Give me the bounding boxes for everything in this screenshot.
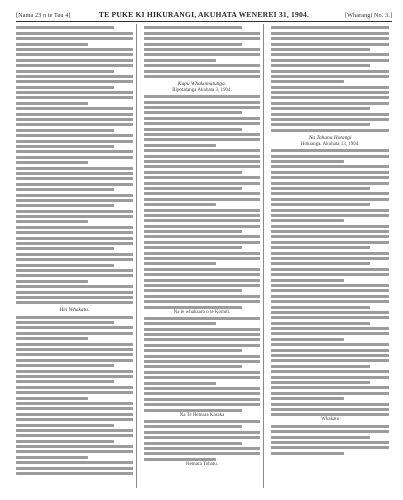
text-line (144, 187, 242, 190)
text-line (271, 230, 389, 233)
text-line (271, 32, 389, 35)
text-line (144, 295, 261, 298)
text-line (144, 64, 261, 67)
text-line (271, 365, 370, 368)
text-line (271, 209, 389, 212)
text-line (271, 359, 389, 362)
text-line (271, 386, 389, 389)
text-line (271, 262, 370, 265)
text-line (144, 365, 242, 368)
newspaper-title: TE PUKE KI HIKURANGI, AKUHATA WENEREI 31, 1904. (98, 10, 310, 19)
text-line (16, 258, 133, 261)
text-line (16, 118, 133, 121)
text-line (16, 269, 133, 272)
text-line (144, 333, 261, 336)
text-line (16, 59, 133, 62)
text-line (16, 226, 133, 229)
text-line (144, 192, 261, 195)
text-line (16, 326, 133, 329)
text-line (144, 70, 261, 73)
text-line (144, 111, 242, 114)
text-line (16, 194, 133, 197)
text-line (16, 113, 133, 116)
text-line (271, 123, 370, 126)
text-line (16, 37, 133, 40)
text-line (271, 64, 370, 67)
text-line (271, 268, 389, 271)
newspaper-page (16, 10, 392, 488)
section-heading: Na Tahuna Hotangi (308, 134, 352, 141)
text-line (16, 274, 133, 277)
text-line (271, 376, 389, 379)
text-line (144, 37, 261, 40)
text-line (144, 420, 261, 423)
text-line (271, 59, 389, 62)
text-line (271, 343, 389, 346)
text-line (144, 209, 261, 212)
text-line (16, 450, 133, 453)
text-line (271, 48, 370, 51)
masthead-rule (16, 21, 392, 22)
text-line (271, 370, 389, 373)
text-line (271, 241, 389, 244)
text-line (271, 96, 389, 99)
text-line (144, 317, 261, 320)
text-line (144, 442, 242, 445)
text-line (16, 129, 114, 132)
text-line (144, 306, 242, 309)
text-line (271, 381, 370, 384)
closing-name: Hemara Tohatu. (185, 461, 219, 467)
text-line (271, 300, 389, 303)
text-line (16, 80, 133, 83)
text-line (16, 102, 88, 105)
column-1 (16, 24, 137, 488)
text-line (144, 257, 261, 260)
text-line (16, 167, 133, 170)
text-line (271, 26, 389, 29)
text-line (144, 219, 261, 222)
text-line (271, 86, 389, 89)
text-line (144, 165, 261, 168)
text-line (271, 214, 389, 217)
text-line (16, 150, 133, 153)
text-line (16, 140, 133, 143)
text-line (144, 284, 261, 287)
text-line (144, 349, 242, 352)
text-line (144, 182, 261, 185)
text-line (271, 203, 370, 206)
text-line (271, 289, 389, 292)
text-line (144, 75, 261, 78)
text-line (16, 296, 133, 299)
text-line (271, 295, 389, 298)
text-line (271, 198, 389, 201)
text-line (16, 321, 114, 324)
text-line (144, 246, 242, 249)
text-line (16, 199, 133, 202)
text-line (271, 279, 344, 282)
text-line (144, 338, 261, 341)
text-line (144, 322, 216, 325)
text-line (16, 91, 133, 94)
text-line (271, 338, 344, 341)
text-line (144, 138, 261, 141)
text-line (16, 220, 88, 223)
text-line (271, 306, 370, 309)
text-line (144, 371, 261, 374)
text-line (271, 219, 344, 222)
text-line (16, 177, 133, 180)
text-line (144, 198, 261, 201)
text-line (144, 128, 242, 131)
text-line (16, 107, 133, 110)
text-line (16, 64, 133, 67)
closing-name: Whakatu (321, 417, 340, 423)
text-line (271, 349, 389, 352)
text-line (16, 264, 114, 267)
text-line (144, 436, 261, 439)
text-line (271, 392, 389, 395)
text-line (16, 75, 133, 78)
text-line (144, 447, 261, 450)
text-line (16, 280, 88, 283)
text-line (16, 467, 133, 470)
text-line (271, 53, 389, 56)
text-line (271, 107, 370, 110)
text-line (16, 375, 133, 378)
text-line (144, 262, 216, 265)
text-line (16, 402, 133, 405)
text-line (144, 398, 261, 401)
text-line (144, 230, 242, 233)
page-number: [Wharangi No. 3.] (344, 12, 392, 19)
text-line (271, 113, 389, 116)
text-line (16, 53, 133, 56)
text-line (16, 337, 88, 340)
text-line (271, 118, 389, 121)
text-line (16, 456, 88, 459)
text-line (16, 434, 133, 437)
text-line (271, 176, 389, 179)
text-line (144, 452, 261, 455)
text-line (16, 461, 133, 464)
text-line (16, 285, 133, 288)
text-line (144, 382, 216, 385)
text-line (144, 268, 261, 271)
text-line (271, 284, 389, 287)
text-line (144, 101, 261, 104)
column-3 (271, 24, 392, 488)
text-line (16, 424, 114, 427)
text-line (144, 360, 261, 363)
text-line (271, 192, 389, 195)
text-line (16, 183, 133, 186)
text-line (271, 430, 389, 433)
text-line (144, 392, 261, 395)
text-line (144, 241, 261, 244)
text-line (144, 43, 242, 46)
text-line (144, 117, 261, 120)
text-line (16, 445, 133, 448)
text-line (271, 182, 389, 185)
text-line (144, 133, 261, 136)
text-line (271, 322, 370, 325)
text-line (144, 431, 261, 434)
text-line (16, 364, 114, 367)
text-line (271, 187, 370, 190)
text-line (16, 32, 133, 35)
text-line (16, 253, 133, 256)
text-line (16, 343, 133, 346)
text-line (271, 327, 389, 330)
text-line (16, 386, 133, 389)
text-line (271, 257, 389, 260)
text-line (16, 397, 88, 400)
text-line (16, 156, 133, 159)
text-line (271, 165, 389, 168)
text-line (144, 279, 261, 282)
text-line (144, 32, 261, 35)
text-line (144, 458, 216, 461)
text-line (144, 155, 261, 158)
signature: Na Te Hemara Karaka (179, 412, 225, 418)
text-line (271, 413, 389, 416)
text-line (271, 273, 389, 276)
text-line (144, 235, 261, 238)
text-line (271, 149, 389, 152)
text-line (16, 348, 133, 351)
text-line (271, 70, 389, 73)
text-line (16, 145, 114, 148)
section-subheading: Ripotatanga Akuhata 3, 1904. (172, 87, 232, 93)
text-line (271, 311, 389, 314)
text-line (144, 95, 261, 98)
text-line (271, 160, 344, 163)
masthead (16, 10, 392, 20)
text-line (144, 53, 261, 56)
text-line (144, 48, 261, 51)
text-line (16, 472, 133, 475)
text-line (271, 403, 389, 406)
text-line (271, 235, 389, 238)
text-line (16, 407, 133, 410)
text-line (16, 391, 133, 394)
text-line (144, 344, 261, 347)
text-line (144, 160, 261, 163)
text-line (144, 149, 261, 152)
text-line (271, 75, 389, 78)
text-line (144, 176, 261, 179)
text-line (16, 418, 133, 421)
text-line (16, 188, 114, 191)
text-line (16, 370, 133, 373)
text-line (16, 247, 114, 250)
text-line (16, 429, 133, 432)
text-line (16, 204, 114, 207)
text-line (16, 237, 133, 240)
text-line (144, 425, 242, 428)
text-line (16, 413, 133, 416)
text-line (271, 80, 344, 83)
text-line (271, 225, 389, 228)
text-line (271, 425, 389, 428)
section-subheading: Hokianga. Akuhata 13, 1904. (300, 141, 360, 147)
text-line (16, 215, 133, 218)
section-heading: Kupu Whakamutunga. (177, 80, 227, 87)
text-line (144, 144, 216, 147)
text-line (271, 252, 389, 255)
text-line (144, 106, 261, 109)
text-line (271, 129, 389, 132)
text-line (271, 316, 389, 319)
text-line (271, 155, 389, 158)
text-line (271, 332, 389, 335)
text-line (16, 134, 133, 137)
text-line (144, 225, 261, 228)
text-line (144, 122, 261, 125)
notice-line: Na te whakaaro o te Komiti. (173, 309, 231, 315)
text-line (144, 409, 242, 412)
text-line (16, 96, 133, 99)
text-line (144, 252, 261, 255)
text-line (16, 440, 114, 443)
text-line (144, 214, 261, 217)
text-line (144, 26, 242, 29)
text-line (144, 355, 261, 358)
text-line (271, 37, 389, 40)
text-line (271, 446, 389, 449)
text-line (16, 172, 133, 175)
text-line (16, 332, 133, 335)
text-line (16, 242, 133, 245)
text-line (271, 354, 389, 357)
text-line (16, 161, 88, 164)
text-line (16, 291, 133, 294)
issue-info: [Nama 23 o te Tau 4] (16, 12, 71, 19)
text-line (271, 452, 344, 455)
text-line (271, 171, 389, 174)
text-line (16, 359, 133, 362)
text-line (16, 231, 133, 234)
text-line (16, 43, 88, 46)
text-line (144, 59, 216, 62)
text-line (144, 273, 261, 276)
section-heading: Hei Whakatu. (59, 307, 90, 314)
article-columns (16, 24, 392, 488)
text-line (16, 70, 114, 73)
text-line (144, 376, 261, 379)
text-line (144, 289, 242, 292)
text-line (271, 408, 389, 411)
text-line (271, 43, 389, 46)
text-line (16, 26, 114, 29)
text-line (271, 246, 370, 249)
text-line (144, 403, 261, 406)
text-line (16, 301, 133, 304)
text-line (271, 102, 389, 105)
column-2 (144, 24, 265, 488)
text-line (271, 441, 389, 444)
text-line (271, 436, 370, 439)
text-line (144, 300, 261, 303)
text-line (16, 123, 133, 126)
text-line (16, 353, 133, 356)
text-line (144, 203, 216, 206)
text-line (271, 397, 344, 400)
text-line (144, 387, 261, 390)
text-line (16, 86, 114, 89)
text-line (16, 316, 133, 319)
text-line (271, 91, 389, 94)
text-line (16, 380, 114, 383)
text-line (16, 48, 133, 51)
text-line (16, 210, 133, 213)
text-line (144, 171, 242, 174)
text-line (144, 328, 261, 331)
